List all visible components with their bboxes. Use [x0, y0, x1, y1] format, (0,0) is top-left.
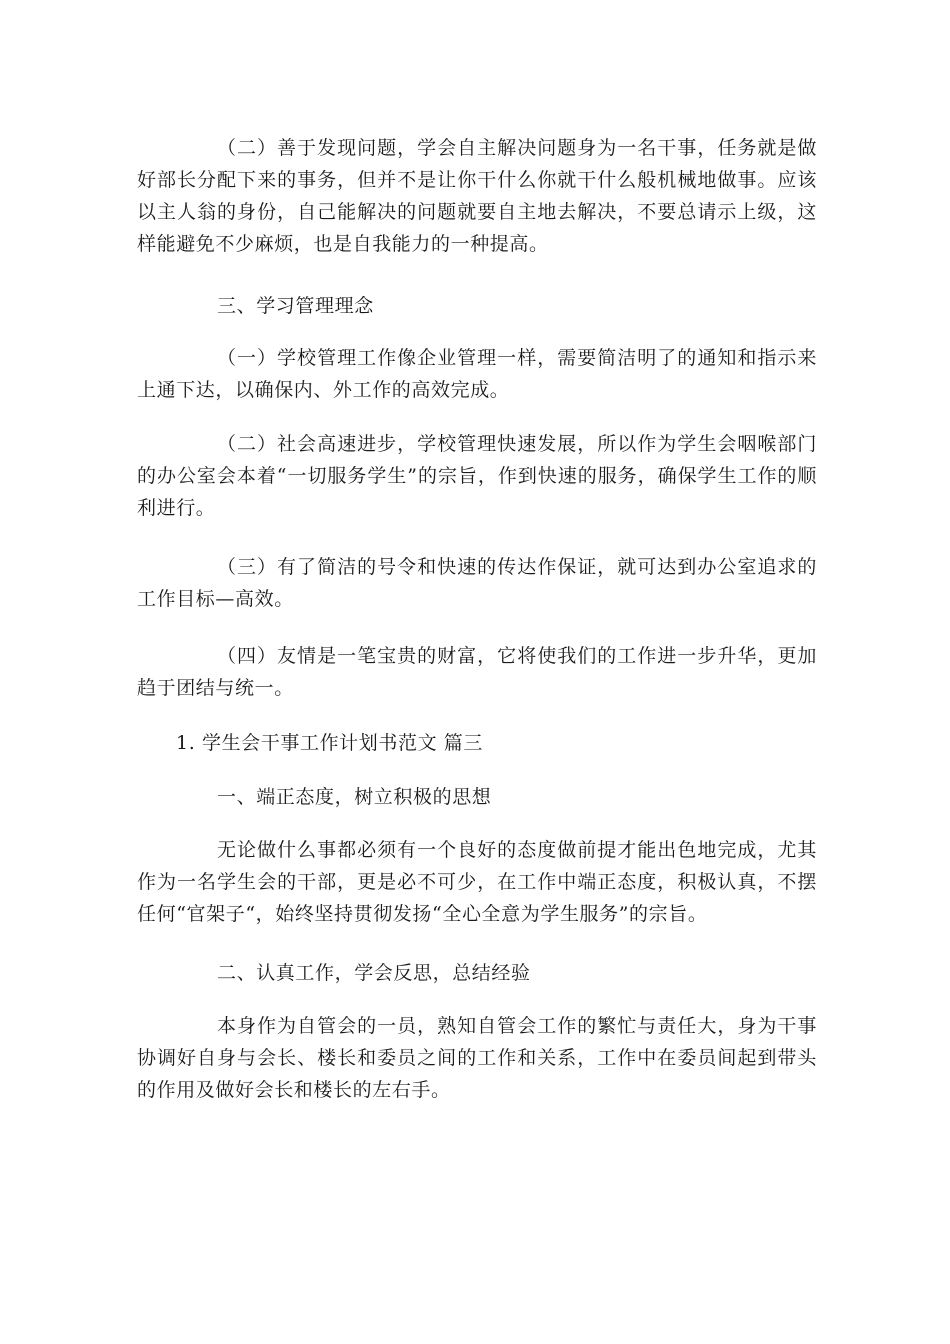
paragraph-friendship: （四）友情是一笔宝贵的财富，它将使我们的工作进一步升华，更加趋于团结与统一。 [137, 645, 817, 699]
paragraph-efficiency-goal: （三）有了简洁的号令和快速的传达作保证，就可达到办公室追求的工作目标—高效。 [137, 556, 817, 610]
paragraph-self-management: 本身作为自管会的一员，熟知自管会工作的繁忙与责任大，身为干事协调好自身与会长、楼长和委员之间的工作和关系，工作中在委员间起到带头的作用及做好会长和楼长的左右手。 [137, 1015, 817, 1101]
section-heading-attitude: 一、端正态度，树立积极的思想 [217, 786, 492, 808]
paragraph-attitude: 无论做什么事都必须有一个良好的态度做前提才能出色地完成，尤其作为一名学生会的干部，更是必不可少，在工作中端正态度，积极认真，不摆任何“官架子“，始终坚持贯彻发扬“全心全意为学生服务”的宗旨。 [137, 839, 817, 925]
section-heading-work-reflection: 二、认真工作，学会反思，总结经验 [217, 962, 531, 984]
article-title-part-three: 1. 学生会干事工作计划书范文 篇三 [176, 732, 484, 754]
paragraph-rapid-development: （二）社会高速进步，学校管理快速发展，所以作为学生会咽喉部门的办公室会本着“一切服务学生”的宗旨，作到快速的服务，确保学生工作的顺利进行。 [137, 433, 817, 519]
section-heading-management-ideas: 三、学习管理理念 [217, 295, 374, 317]
paragraph-problem-solving: （二）善于发现问题，学会自主解决问题身为一名干事，任务就是做好部长分配下来的事务，但并不是让你干什么你就干什么般机械地做事。应该以主人翁的身份，自己能解决的问题就要自主地去解决，不要总请示上级，这样能避免不少麻烦，也是自我能力的一种提高。 [137, 137, 817, 255]
paragraph-school-management: （一）学校管理工作像企业管理一样，需要简洁明了的通知和指示来上通下达，以确保内、外工作的高效完成。 [137, 347, 817, 401]
